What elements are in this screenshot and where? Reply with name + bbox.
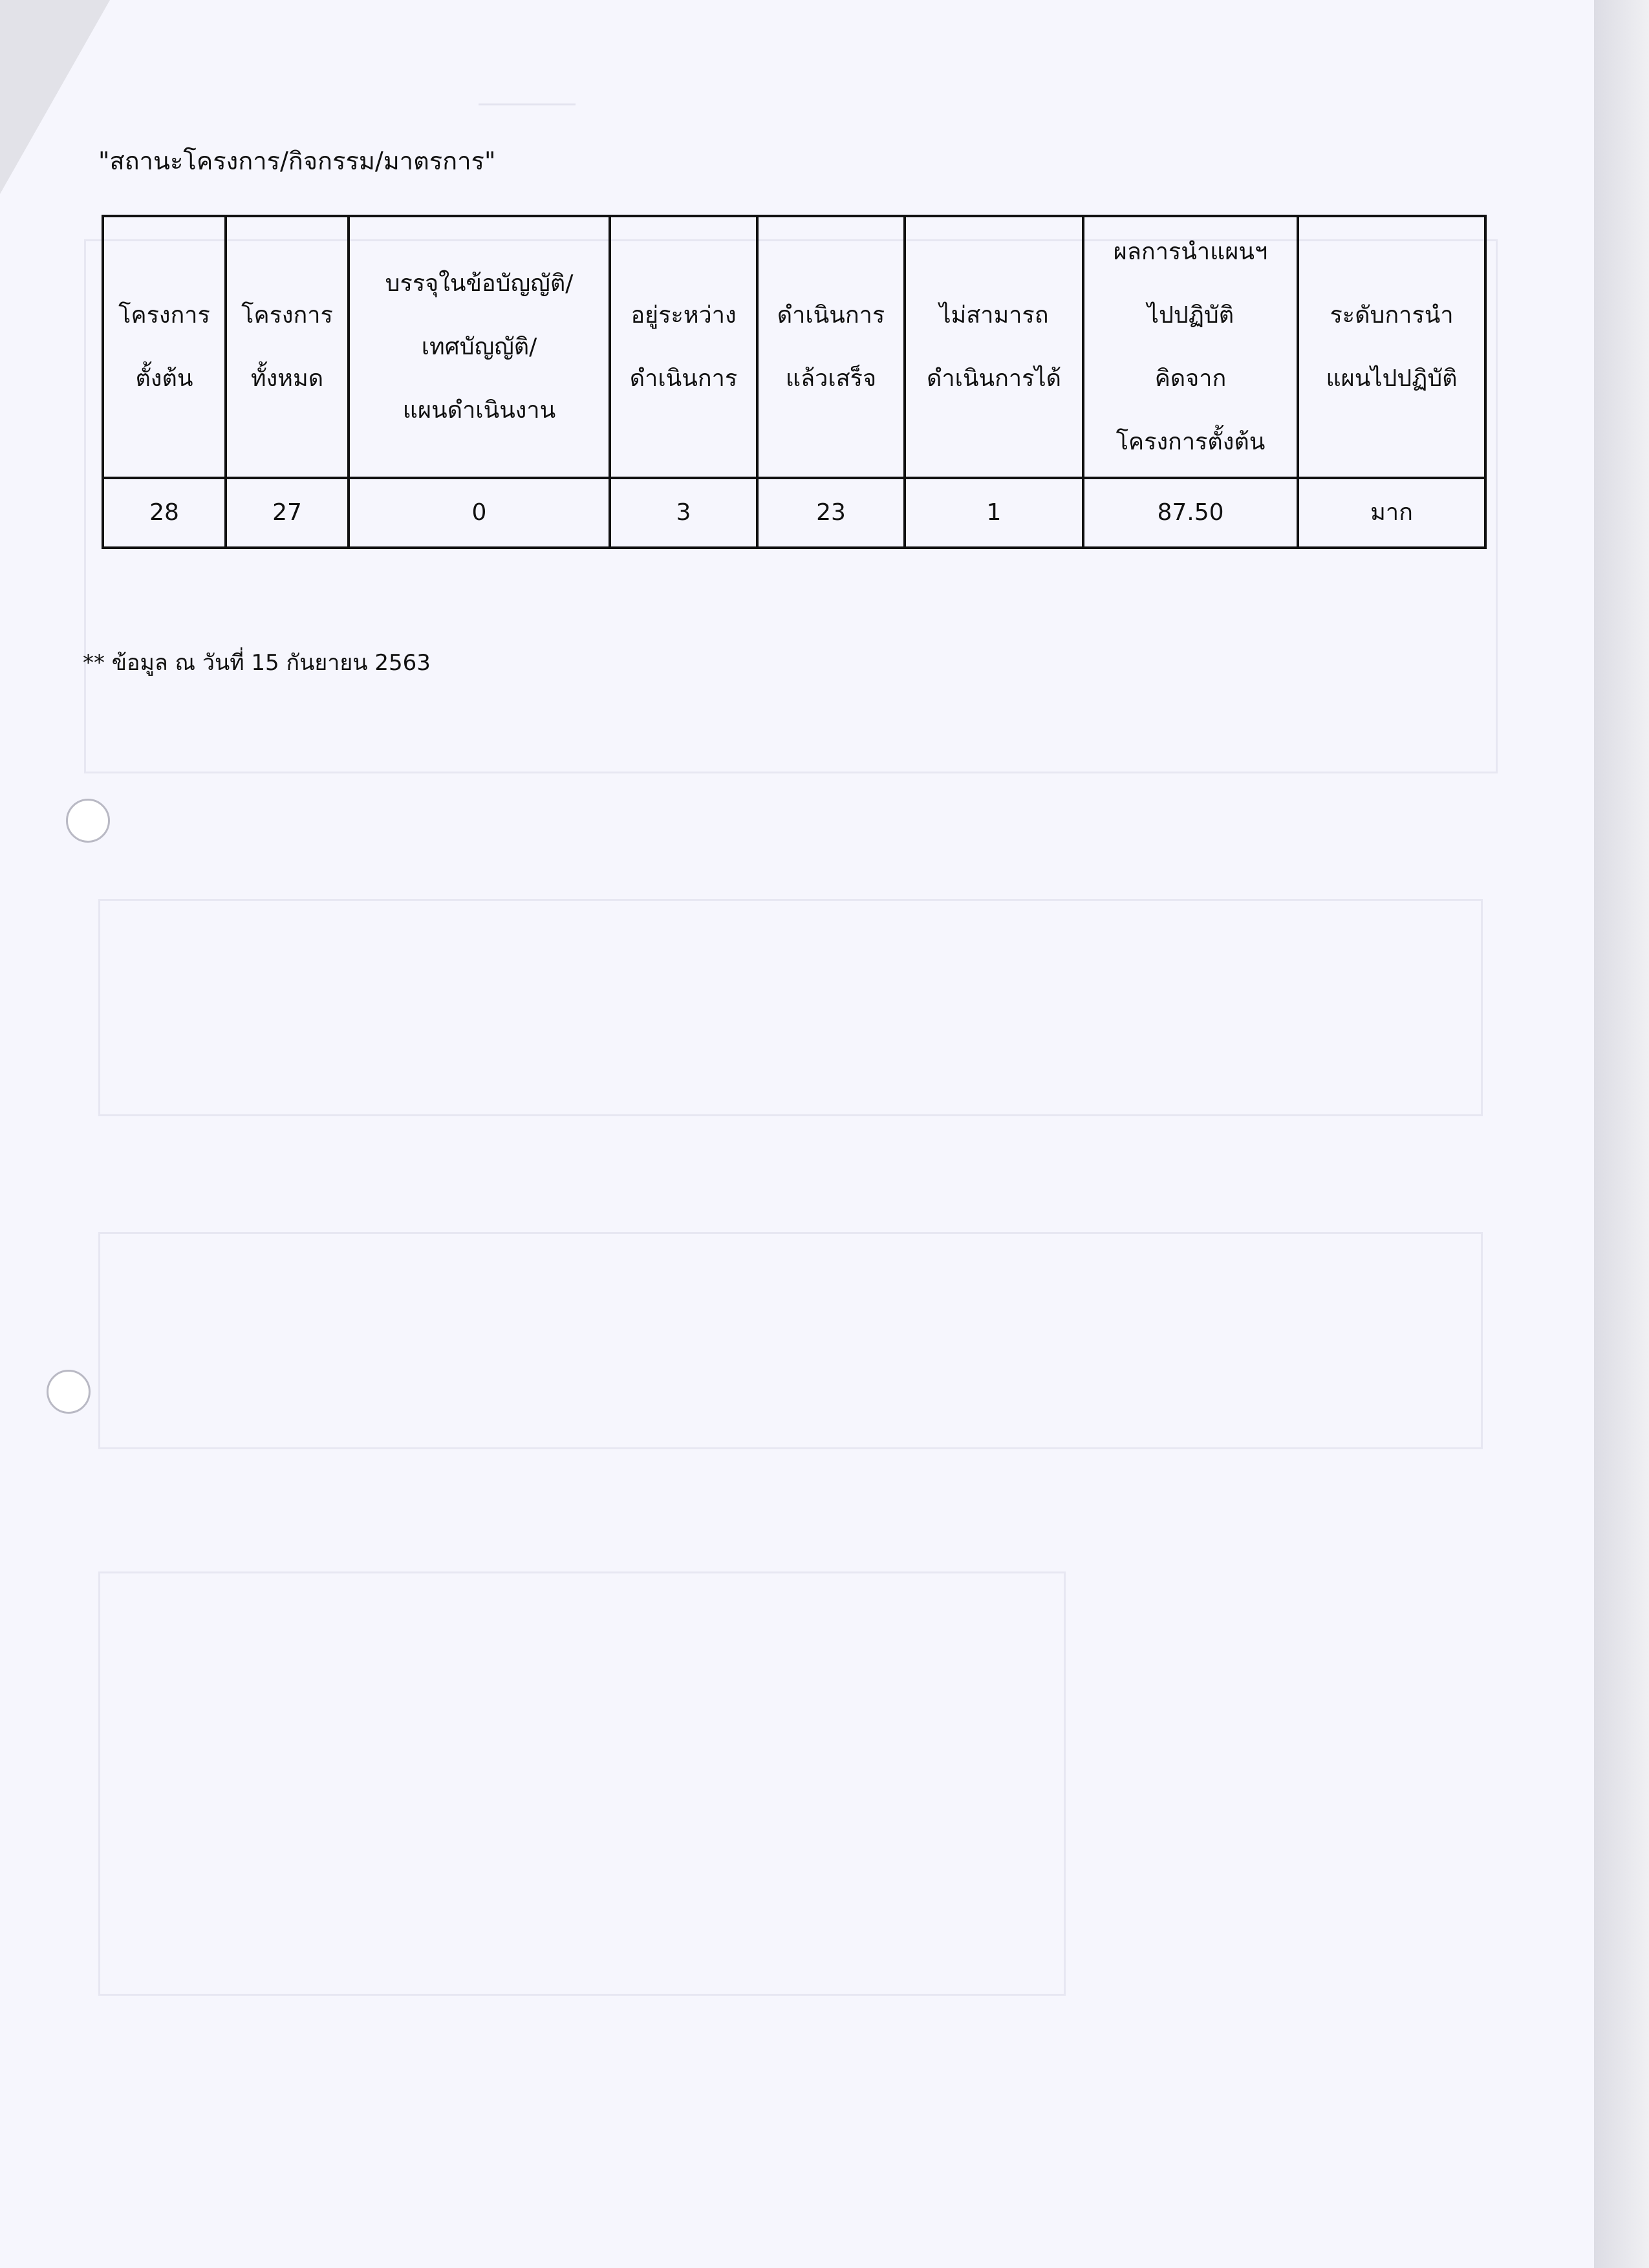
header-implementation-result: ผลการนำแผนฯ ไปปฏิบัติ คิดจาก โครงการตั้งต้น bbox=[1083, 216, 1298, 478]
cell-implementation-level: มาก bbox=[1298, 478, 1485, 548]
page-edge-shadow bbox=[1594, 0, 1649, 2268]
punch-hole-bottom bbox=[47, 1370, 91, 1414]
cell-implementation-result: 87.50 bbox=[1083, 478, 1298, 548]
header-completed: ดำเนินการ แล้วเสร็จ bbox=[757, 216, 905, 478]
bleed-through-table-4 bbox=[98, 1571, 1066, 1996]
bleed-through-table-3 bbox=[98, 1232, 1483, 1449]
folded-corner bbox=[0, 0, 110, 194]
cell-in-progress: 3 bbox=[610, 478, 757, 548]
header-not-possible: ไม่สามารถ ดำเนินการได้ bbox=[905, 216, 1083, 478]
page-title: "สถานะโครงการ/กิจกรรม/มาตรการ" bbox=[98, 147, 496, 175]
cell-completed: 23 bbox=[757, 478, 905, 548]
header-initial-projects: โครงการ ตั้งต้น bbox=[103, 216, 226, 478]
bleed-through-rule bbox=[479, 103, 576, 105]
cell-included-in-ordinance: 0 bbox=[349, 478, 610, 548]
table-header-row bbox=[103, 216, 1485, 478]
punch-hole-top bbox=[66, 799, 110, 843]
header-total-projects: โครงการ ทั้งหมด bbox=[226, 216, 349, 478]
data-date-footnote: ** ข้อมูล ณ วันที่ 15 กันยายน 2563 bbox=[83, 650, 431, 676]
bleed-through-table-2 bbox=[98, 899, 1483, 1116]
table-row bbox=[103, 478, 1485, 548]
cell-not-possible: 1 bbox=[905, 478, 1083, 548]
cell-initial-projects: 28 bbox=[103, 478, 226, 548]
project-status-table bbox=[102, 215, 1487, 549]
cell-total-projects: 27 bbox=[226, 478, 349, 548]
header-included-in-ordinance: บรรจุในข้อบัญญัติ/ เทศบัญญัติ/ แผนดำเนินงาน bbox=[349, 216, 610, 478]
header-in-progress: อยู่ระหว่าง ดำเนินการ bbox=[610, 216, 757, 478]
header-implementation-level: ระดับการนำ แผนไปปฏิบัติ bbox=[1298, 216, 1485, 478]
